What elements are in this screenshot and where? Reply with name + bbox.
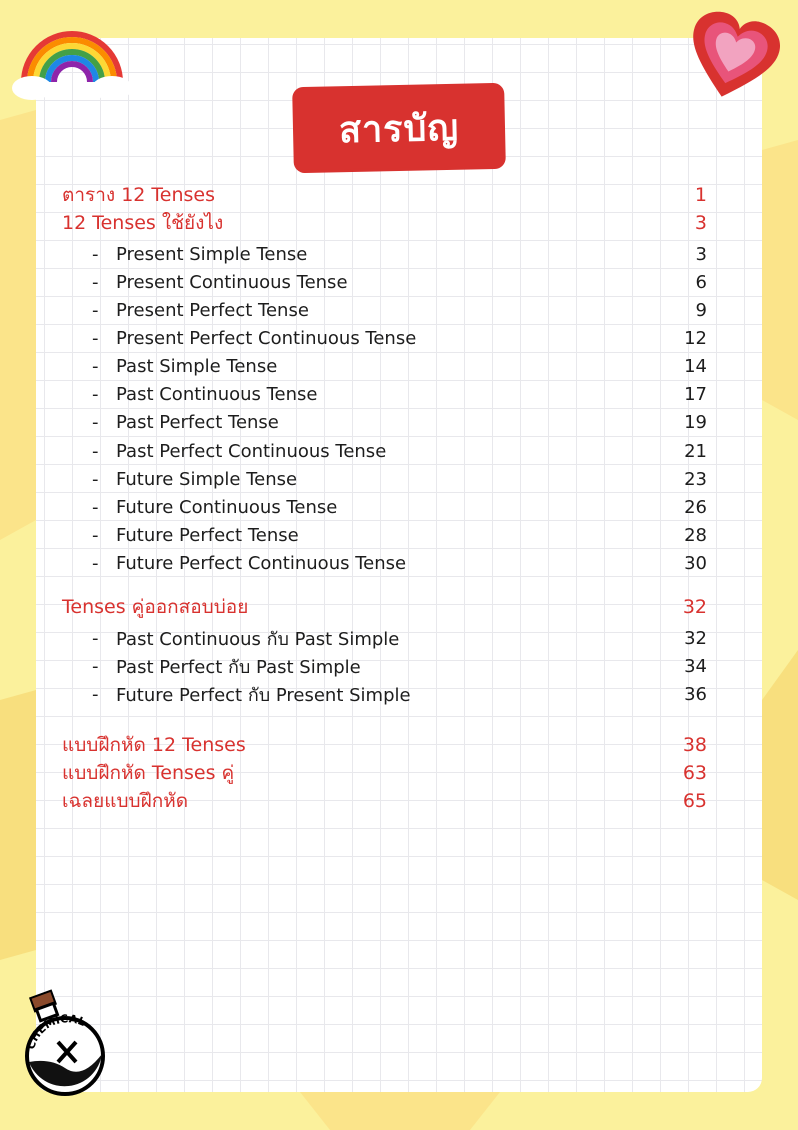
chemical-logo-text: CHEMICAL <box>24 1012 88 1051</box>
toc-page-number: 9 <box>695 299 707 321</box>
dash-bullet: - <box>92 683 99 705</box>
toc-page-number: 32 <box>682 596 707 618</box>
toc-page-number: 14 <box>684 355 707 377</box>
toc-page-number: 21 <box>684 440 707 462</box>
toc-item[interactable] <box>62 652 707 680</box>
toc-page-number: 6 <box>695 271 707 293</box>
toc-section-5[interactable] <box>62 759 707 787</box>
dash-bullet: - <box>92 524 99 546</box>
chemical-bottle-icon <box>20 988 110 1100</box>
toc-page-number: 19 <box>684 411 707 433</box>
toc-page-number: 30 <box>684 552 707 574</box>
toc-section-3[interactable] <box>62 593 707 621</box>
dash-bullet: - <box>92 327 99 349</box>
toc-page-number: 28 <box>684 524 707 546</box>
page-title: สารบัญ <box>338 107 460 151</box>
toc-item[interactable] <box>62 408 707 436</box>
dash-bullet: - <box>92 627 99 649</box>
toc-item[interactable] <box>62 465 707 493</box>
toc-page-number: 38 <box>682 734 707 756</box>
dash-bullet: - <box>92 411 99 433</box>
toc-page-number: 3 <box>695 243 707 265</box>
toc-page-number: 1 <box>694 184 707 206</box>
toc-label: เฉลยแบบฝึกหัด <box>62 790 189 812</box>
toc-label: แบบฝึกหัด 12 Tenses <box>62 734 246 756</box>
toc-item[interactable] <box>62 521 707 549</box>
toc-item[interactable] <box>62 437 707 465</box>
toc-page-number: 34 <box>684 655 707 677</box>
dash-bullet: - <box>92 468 99 490</box>
toc-page-number: 12 <box>684 327 707 349</box>
toc-item-label: Past Perfect Continuous Tense <box>116 440 387 462</box>
toc-item-label: Past Perfect กับ Past Simple <box>116 656 361 678</box>
toc-label: 12 Tenses ใช้ยังไง <box>62 212 224 234</box>
toc-page-number: 17 <box>684 383 707 405</box>
toc-item-label: Future Perfect กับ Present Simple <box>116 684 411 706</box>
dash-bullet: - <box>92 552 99 574</box>
toc-page-number: 65 <box>682 790 707 812</box>
toc-item[interactable] <box>62 549 707 577</box>
toc-item[interactable] <box>62 352 707 380</box>
toc-label: แบบฝึกหัด Tenses คู่ <box>62 762 235 784</box>
toc-item[interactable] <box>62 296 707 324</box>
toc-page-number: 36 <box>684 683 707 705</box>
dash-bullet: - <box>92 355 99 377</box>
toc-item-label: Future Continuous Tense <box>116 496 338 518</box>
toc-item-label: Present Simple Tense <box>116 243 308 265</box>
toc-label: Tenses คู่ออกสอบบ่อย <box>62 596 249 618</box>
toc-item[interactable] <box>62 680 707 708</box>
toc-item-label: Future Perfect Tense <box>116 524 299 546</box>
toc-item-label: Present Perfect Continuous Tense <box>116 327 417 349</box>
dash-bullet: - <box>92 655 99 677</box>
toc-page-number: 32 <box>684 627 707 649</box>
toc-item[interactable] <box>62 268 707 296</box>
dash-bullet: - <box>92 383 99 405</box>
toc-page-number: 23 <box>684 468 707 490</box>
toc-item-label: Past Continuous กับ Past Simple <box>116 628 400 650</box>
toc-item-label: Future Perfect Continuous Tense <box>116 552 407 574</box>
toc-item-label: Past Simple Tense <box>116 355 278 377</box>
toc-item[interactable] <box>62 493 707 521</box>
dash-bullet: - <box>92 271 99 293</box>
toc-item[interactable] <box>62 240 707 268</box>
toc-section-4[interactable] <box>62 731 707 759</box>
toc-item-label: Past Continuous Tense <box>116 383 318 405</box>
toc-item-label: Past Perfect Tense <box>116 411 279 433</box>
toc-page-number: 3 <box>694 212 707 234</box>
dash-bullet: - <box>92 243 99 265</box>
toc-item-label: Future Simple Tense <box>116 468 298 490</box>
dash-bullet: - <box>92 496 99 518</box>
toc-item[interactable] <box>62 380 707 408</box>
toc-label: ตาราง 12 Tenses <box>62 184 216 206</box>
toc-section-2[interactable] <box>62 209 707 237</box>
toc-page-number: 63 <box>682 762 707 784</box>
toc-item-label: Present Continuous Tense <box>116 271 348 293</box>
toc-section-6[interactable] <box>62 787 707 815</box>
toc-item[interactable] <box>62 324 707 352</box>
toc-section-1[interactable] <box>62 181 707 209</box>
toc-page-number: 26 <box>684 496 707 518</box>
toc-item-label: Present Perfect Tense <box>116 299 309 321</box>
toc-item[interactable] <box>62 624 707 652</box>
dash-bullet: - <box>92 299 99 321</box>
dash-bullet: - <box>92 440 99 462</box>
